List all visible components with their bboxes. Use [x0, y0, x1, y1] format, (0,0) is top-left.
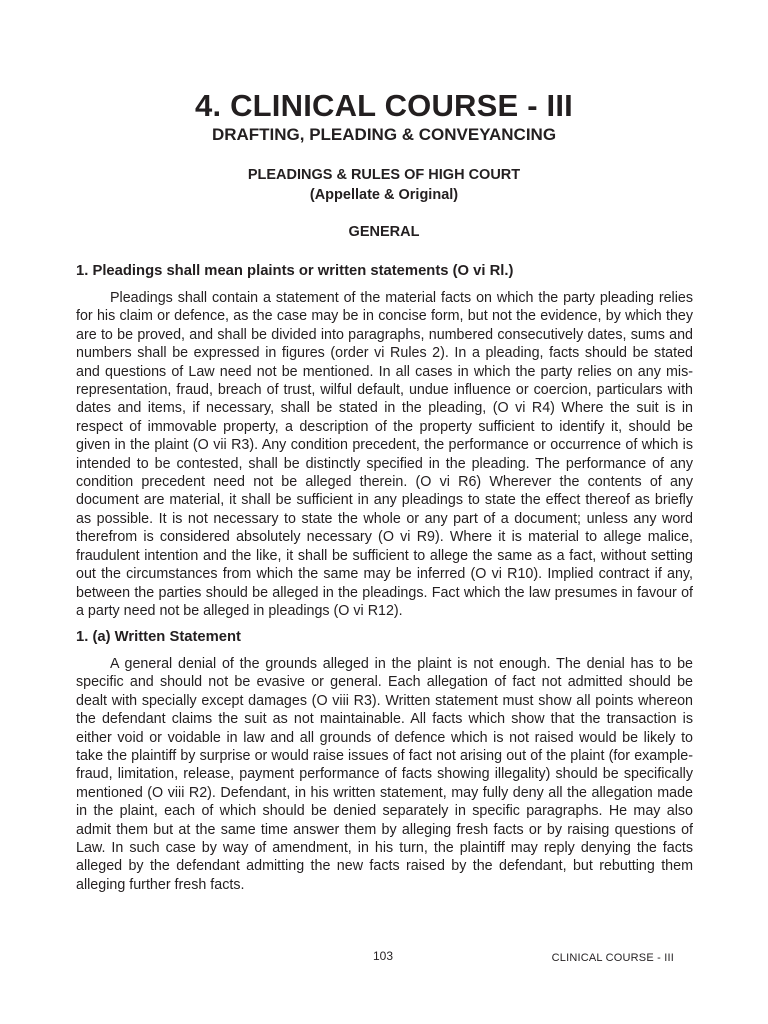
section-title: PLEADINGS & RULES OF HIGH COURT — [247, 167, 521, 183]
section-subtitle: (Appellate & Original) — [309, 187, 459, 203]
page-number: 103 — [373, 949, 394, 963]
section-1-paragraph: Pleadings shall contain a statement of the material facts on which the party pleading relies for his claim or defence, as the case may be in concise form, but not the evidence, by which they are to be proved, and shall be divided into paragraphs, numbered consecutively dates, sums and numbers shall be expressed in figures (order vi Rules 2). In a pleading, facts should be stated and questions of Law need not be mentioned. In all cases in which the party relies on any mis-representation, fraud, breach of trust, wilful default, undue influence or coercion, particulars with dates and items, if necessary, shall be stated in the pleading, (O vi R4) Where the suit is in respect of immovable property, a description of the property sufficient to identify it, should be given in the plaint (O vii R3). Any condition precedent, the performance or occurrence of which is intended to be contested, shall be distinctly specified in the pleading. The performance of any condition precedent need not be alleged therein. (O vi R6) Wherever the contents of any document are material, it shall be sufficient in any pleadings to state the effect thereof as briefly as possible. It is not necessary to state the whole or any part of a document; unless any word therefrom is considered absolutely necessary (O vi R9). Where it is material to allege malice, fraudulent intention and the like, it shall be sufficient to allege the same as a fact, without setting out the circumstances from which the same may be inferred (O vi R10). Implied contract if any, between the parties should be alleged in the pleadings. Fact which the law presumes in favour of a party need not be alleged in pleadings (O vi R12). — [76, 290, 693, 619]
section-1a-heading: 1. (a) Written Statement — [76, 629, 241, 645]
running-footer-title: CLINICAL COURSE - III — [551, 952, 674, 964]
page-subtitle: DRAFTING, PLEADING & CONVEYANCING — [211, 125, 557, 144]
section-1a-paragraph: A general denial of the grounds alleged in the plaint is not enough. The denial has to be specific and should not be evasive or general. Each allegation of fact not admitted should be dealt with specially except damages (O viii R3). Written statement must show all points whereon the defendant claims the suit as not maintainable. All facts which show that the transaction is either void or voidable in law and all grounds of defence which is not raised would be likely to take the plaintiff by surprise or would raise issues of fact not arising out of the plaint (for example-fraud, limitation, release, payment performance of facts showing illegality) should be specifically mentioned (O viii R2). Defendant, in his written statement, may fully deny all the allegation made in the plaint, each of which should be denied separately in specific paragraphs. He may also admit them but at the same time answer them by alleging fresh facts or by raising questions of Law. In such case by way of amendment, in his turn, the plaintiff may reply denying the facts alleged by the defendant admitting the new facts raised by the defendant, but rebutting them alleging further fresh facts. — [76, 656, 693, 893]
section-1-heading: 1. Pleadings shall mean plaints or written statements (O vi Rl.) — [76, 263, 514, 279]
page-title: 4. CLINICAL COURSE - III — [195, 88, 573, 123]
general-heading: GENERAL — [348, 224, 420, 240]
